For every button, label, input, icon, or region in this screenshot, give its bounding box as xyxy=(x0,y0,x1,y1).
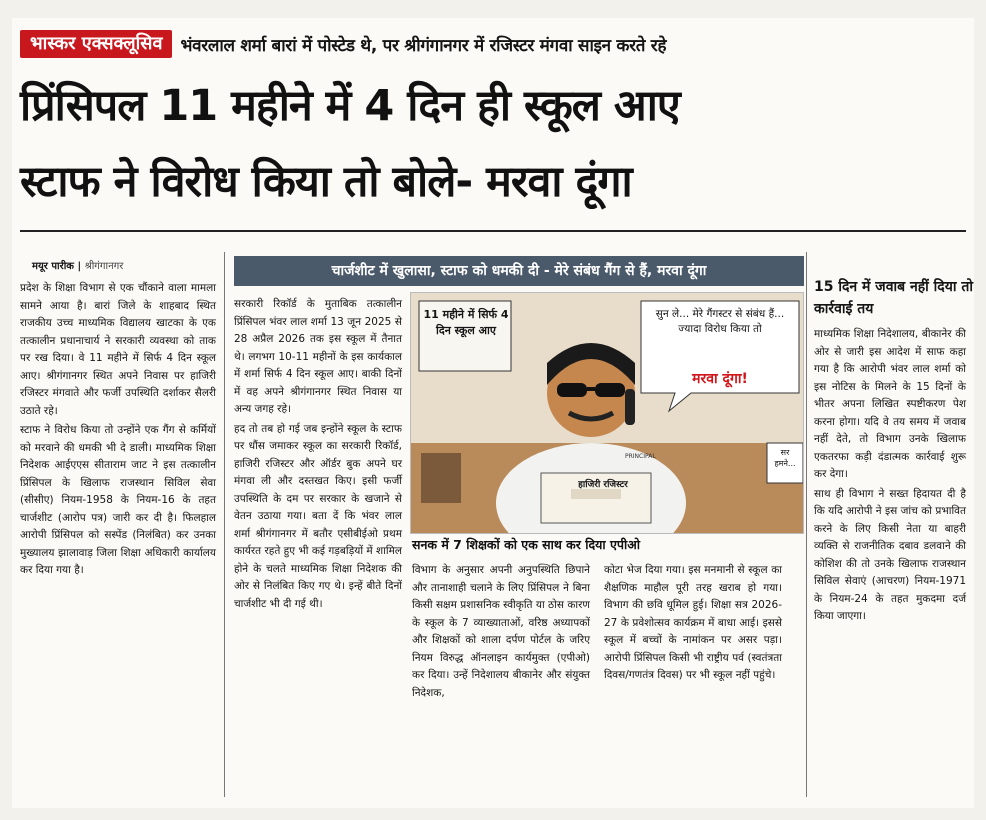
cartoon-illustration xyxy=(410,292,804,534)
col2-para-2: हद तो तब हो गई जब इन्होंने स्कूल के स्टाफ पर धौंस जमाकर स्कूल का सरकारी रिकॉर्ड, हाजिरी रजिस्टर और ऑर्डर बुक अपने घर मंगवा ली और दस्तखत किए। इसी फर्जी उपस्थिति के दम पर सरकार के खजाने से वेतन उठाया गया। बता दें कि भंवर लाल शर्मा श्रीगंगानगर में बतौर एसीबीईओ प्रथम कार्यरत रहते हुए भी कई गड़बड़ियों में शामिल होने के चलते माध्यमिक शिक्षा निदेशक की ओर से निलंबित किए गए थे। इन्हें बीते दिनों चार्जशीट भी दी गई थी। xyxy=(234,422,403,610)
days-box-text: 11 महीने में सिर्फ 4 दिन स्कूल आए xyxy=(423,308,509,337)
speech-bubble-text: सुन ले... मेरे गैंगस्टर से संबंध हैं... ज्यादा विरोध किया तो xyxy=(655,308,785,335)
column-2 xyxy=(234,296,402,615)
column-5 xyxy=(814,326,966,628)
byline: मयूर पारीक | श्रीगंगानगर xyxy=(32,261,124,272)
column-1 xyxy=(20,280,216,582)
kicker-text: भंवरलाल शर्मा बारां में पोस्टेड थे, पर श्रीगंगानगर में रजिस्टर मंगवा साइन करते रहे xyxy=(180,35,667,56)
col4-para-1: कोटा भेज दिया गया। इस मनमानी से स्कूल का शैक्षणिक माहौल पूरी तरह खराब हो गया। विभाग की छवि धूमिल हुई। शिक्षा सत्र 2026-27 के प्रवेशोत्सव कार्यक्रम में बाधा आई। इससे स्कूल में बच्चों के नामांकन पर असर पड़ा। आरोपी प्रिंसिपल किसी भी राष्ट्रीय पर्व (स्वतंत्रता दिवस/गणतंत्र दिवस) पर भी स्कूल नहीं पहुंचे। xyxy=(604,564,782,681)
side-bubble-text: सर हमने... xyxy=(774,448,796,468)
speech-bubble-emphasis: मरवा दूंगा! xyxy=(692,371,748,387)
headline-line-1: प्रिंसिपल 11 महीने में 4 दिन ही स्कूल आए xyxy=(20,81,680,131)
col2-para-1: सरकारी रिकॉर्ड के मुताबिक तत्कालीन प्रिंसिपल भंवर लाल शर्मा 13 जून 2025 से 28 अप्रैल 2026 तक इस स्कूल में तैनात थे। लगभग 10-11 महीनों के इस कार्यकाल में शर्मा सिर्फ 4 दिन स्कूल आए। बाकी दिनों में वह अपने श्रीगंगानगर स्थित निवास या अन्य जगह रहे। xyxy=(234,298,402,415)
headline-line-2: स्टाफ ने विरोध किया तो बोले- मरवा दूंगा xyxy=(20,157,632,207)
column-4 xyxy=(604,562,782,687)
column-3 xyxy=(412,562,590,704)
right-column-divider xyxy=(806,252,807,797)
byline-place: श्रीगंगानगर xyxy=(84,261,124,272)
col5-para-1: माध्यमिक शिक्षा निदेशालय, बीकानेर की ओर से जारी इस आदेश में साफ कहा गया है कि आरोपी भंवर लाल शर्मा को इस नोटिस के मिलने के 15 दिनों के भीतर अपना लिखित स्पष्टीकरण पेश करना होगा। यदि वे तय समय में जवाब नहीं देते, तो विभाग उनके खिलाफ एकतरफा कड़ी दंडात्मक कार्रवाई शुरू कर देगा। xyxy=(814,328,966,480)
exclusive-badge: भास्कर एक्सक्लूसिव xyxy=(20,30,172,58)
col1-para-1: प्रदेश के शिक्षा विभाग से एक चौंकाने वाला मामला सामने आया है। बारां जिले के शाहबाद स्थित राजकीय उच्च माध्यमिक विद्यालय खाटका के एक तत्कालीन प्रधानाचार्य ने सरकारी व्यवस्था को ताक पर रख दिया। वे 11 महीने में सिर्फ 4 दिन स्कूल आए। श्रीगंगानगर स्थित अपने निवास पर हाजिरी रजिस्टर मंगवाते और फर्जी उपस्थिति दर्शाकर सैलरी उठाते रहे। xyxy=(20,282,216,417)
register-label: हाजिरी रजिस्टर xyxy=(578,480,628,490)
headline xyxy=(20,68,966,220)
col5-para-2: साथ ही विभाग ने सख्त हिदायत दी है कि यदि आरोपी ने इस जांच को प्रभावित करने के लिए किसी नेता या बाहरी व्यक्ति से राजनीतिक दबाव डलवाने की कोशिश की तो उनके खिलाफ राजस्थान सिविल सेवाएं (आचरण) नियम-1971 के नियम-24 के तहत मुकदमा दर्ज किया जाएगा। xyxy=(814,487,966,622)
shirt-label: PRINCIPAL xyxy=(625,453,656,460)
column-divider xyxy=(224,252,225,797)
side-headline: 15 दिन में जवाब नहीं दिया तो कार्रवाई तय xyxy=(814,279,973,317)
headline-rule xyxy=(20,230,966,232)
newspaper-page xyxy=(12,18,974,808)
col1-para-2: स्टाफ ने विरोध किया तो उन्होंने एक गैंग से कर्मियों को मरवाने की धमकी भी दे डाली। माध्यमिक शिक्षा निदेशक आईएएस सीताराम जाट ने इस तत्कालीन प्रिंसिपल के खिलाफ राजस्थान सिविल सेवा (सीसीए) नियम-1958 के नियम-16 के तहत चार्जशीट (आरोप पत्र) जारी कर दी है। फिलहाल आरोपी प्रिंसिपल को सस्पेंड (निलंबित) कर उनका मुख्यालय झालावाड़ जिला शिक्षा अधिकारी कार्यालय कर दिया गया है। xyxy=(20,424,216,576)
section-head-chargesheet: चार्जशीट में खुलासा, स्टाफ को धमकी दी - मेरे संबंध गैंग से हैं, मरवा दूंगा xyxy=(234,256,804,286)
byline-name: मयूर पारीक xyxy=(32,261,74,272)
col3-para-1: विभाग के अनुसार अपनी अनुपस्थिति छिपाने और तानाशाही चलाने के लिए प्रिंसिपल ने बिना किसी सक्षम प्रशासनिक स्वीकृति या ठोस कारण के स्कूल के 7 व्याख्याताओं, वरिष्ठ अध्यापकों और शिक्षकों को शाला दर्पण पोर्टल के जरिए नियम विरुद्ध ऑनलाइन कार्यमुक्त (एपीओ) कर दिया। उन्हें निदेशालय बीकानेर और संयुक्त निदेशक, xyxy=(412,564,590,699)
apo-subhead: सनक में 7 शिक्षकों को एक साथ कर दिया एपीओ xyxy=(412,537,641,552)
kicker-row xyxy=(20,26,966,62)
